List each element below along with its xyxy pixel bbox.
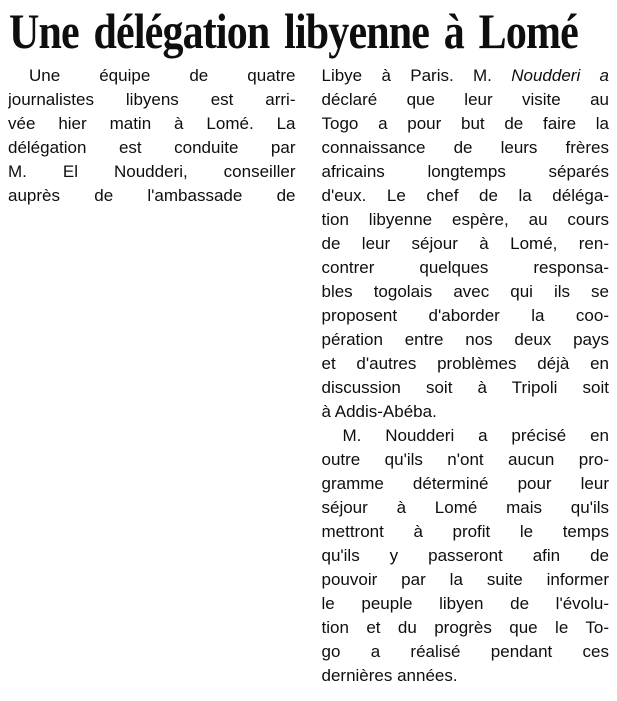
text-line: tion libyenne espère, au cours (321, 210, 609, 229)
text-line: Une équipe de quatre (29, 66, 296, 85)
text-run: Libye à Paris. M. (321, 66, 512, 85)
text-line: pouvoir par la suite informer (321, 570, 609, 589)
text-line: proposent d'aborder la coo- (321, 306, 609, 325)
text-line: séjour à Lomé mais qu'ils (321, 498, 609, 517)
text-line: pération entre nos deux pays (321, 330, 609, 349)
text-line: Togo a pour but de faire la (321, 114, 609, 133)
article-body (8, 64, 609, 688)
text-line: et d'autres problèmes déjà en (321, 354, 609, 373)
text-line: africains longtemps séparés (321, 162, 609, 181)
text-line: de leur séjour à Lomé, ren- (321, 234, 609, 253)
text-line: gramme déterminé pour leur (321, 474, 609, 493)
text-line: dernières années. (321, 666, 458, 685)
column-right (322, 64, 610, 688)
text-line: go a réalisé pendant ces (321, 642, 609, 661)
text-line: d'eux. Le chef de la déléga- (321, 186, 609, 205)
person-name-italic: Noudderi a (511, 66, 609, 85)
text-line: M. El Noudderi, conseiller (8, 162, 296, 181)
text-line: déclaré que leur visite au (321, 90, 609, 109)
text-line: tion et du progrès que le To- (321, 618, 609, 637)
text-line: M. Noudderi a précisé en (342, 426, 609, 445)
text-line: mettront à profit le temps (321, 522, 609, 541)
text-line: auprès de l'ambassade de (8, 186, 296, 205)
text-line: contrer quelques responsa- (321, 258, 609, 277)
text-line: bles togolais avec qui ils se (321, 282, 609, 301)
text-line: à Addis-Abéba. (321, 402, 437, 421)
text-line: vée hier matin à Lomé. La (8, 114, 296, 133)
column-left (8, 64, 296, 688)
text-line: connaissance de leurs frères (321, 138, 609, 157)
headline: Une délégation libyenne à Lomé (9, 3, 578, 59)
text-line: délégation est conduite par (8, 138, 296, 157)
text-line (322, 64, 610, 88)
text-line: qu'ils y passeront afin de (321, 546, 609, 565)
text-line: outre qu'ils n'ont aucun pro- (321, 450, 609, 469)
text-line: journalistes libyens est arri- (8, 90, 296, 109)
text-line: discussion soit à Tripoli soit (321, 378, 609, 397)
text-line: le peuple libyen de l'évolu- (321, 594, 609, 613)
